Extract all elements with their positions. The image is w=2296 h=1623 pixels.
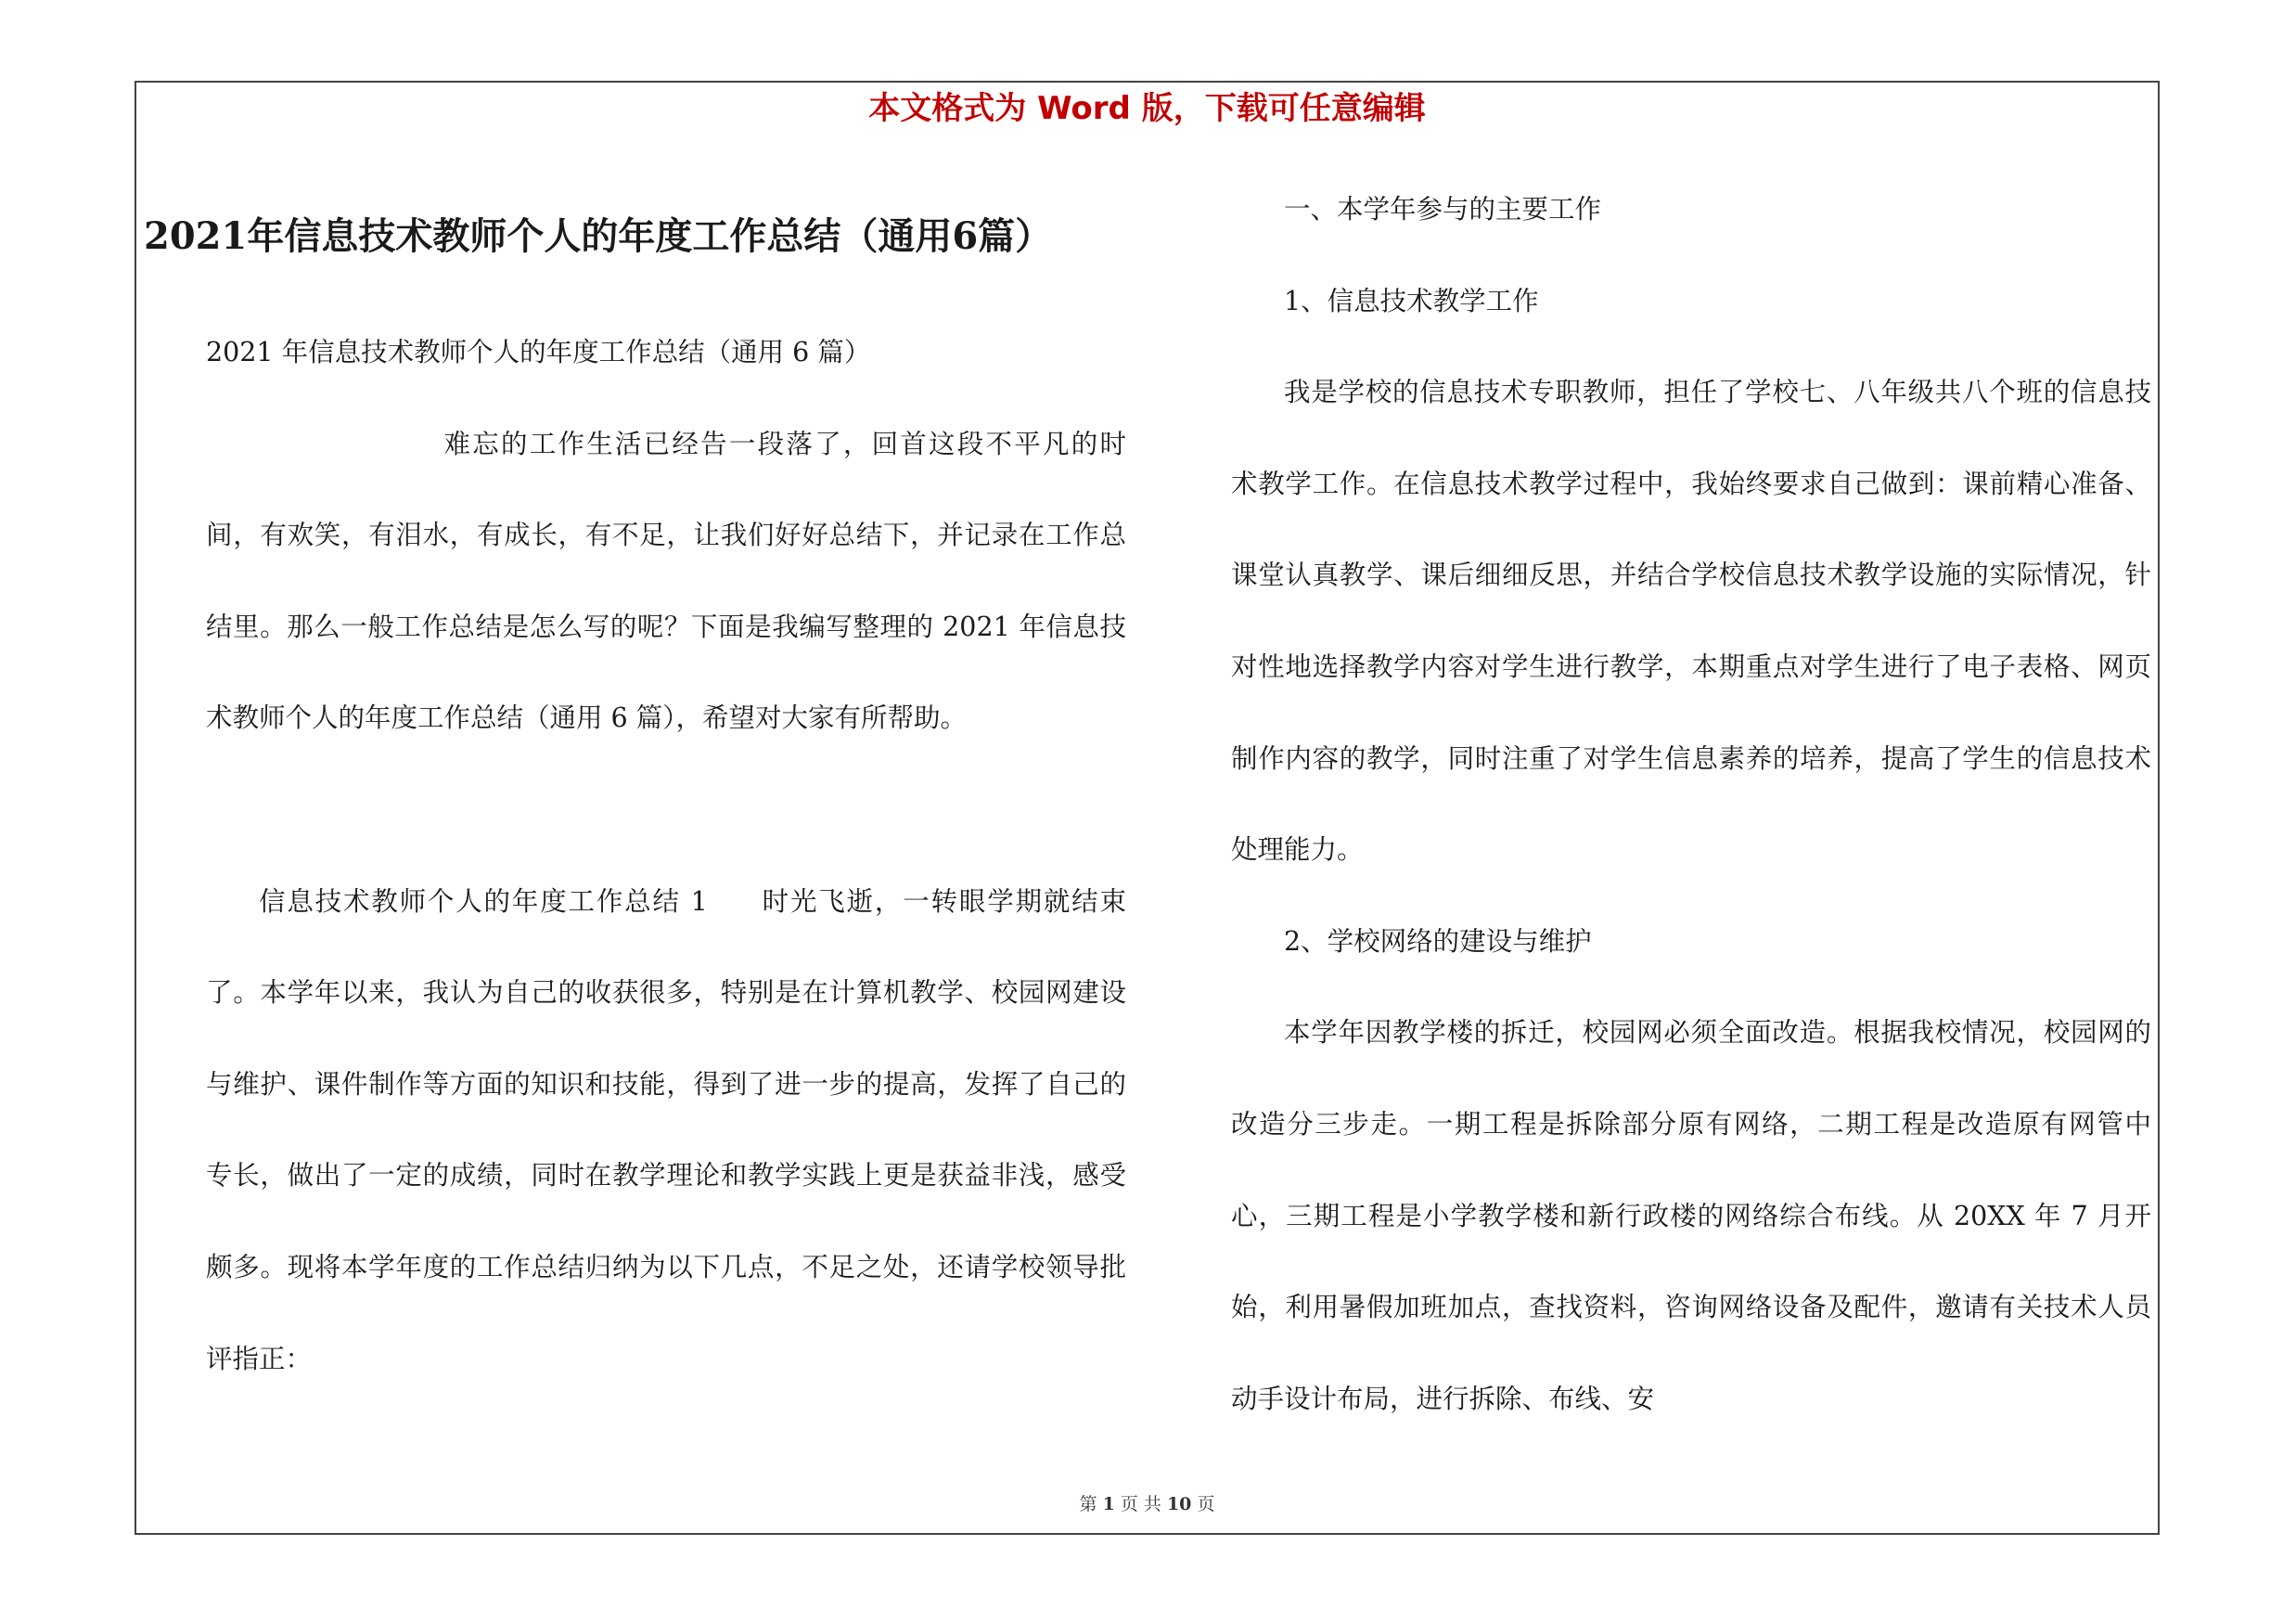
- footer-suffix: 页: [1197, 1494, 1215, 1514]
- document-title: 2021年信息技术教师个人的年度工作总结（通用6篇）: [144, 214, 1053, 258]
- format-banner: [135, 85, 2160, 132]
- intro-paragraph: 难忘的工作生活已经告一段落了，回首这段不平凡的时间，有欢笑，有泪水，有成长，有不足，让我们好好总结下，并记录在工作总结里。那么一般工作总结是怎么写的呢？下面是我编写整理的 2021 年信息技术教师个人的年度工作总结（通用 6 篇），希望对大家有所帮助。: [206, 428, 1126, 734]
- section-heading-1: 一、本学年参与的主要工作: [1284, 194, 1602, 225]
- paragraph-network: 本学年因教学楼的拆迁，校园网必须全面改造。根据我校情况，校园网的改造分三步走。一期工程是拆除部分原有网络，二期工程是改造原有网管中心，三期工程是小学教学楼和新行政楼的网络综合布线。从 20XX 年 7 月开始，利用暑假加班加点，查找资料，咨询网络设备及配件，邀请有关技术人员动手设计布局，进行拆除、布线、安: [1231, 1017, 2151, 1414]
- blank-line: [206, 765, 1126, 857]
- footer-prefix: 第: [1079, 1494, 1097, 1514]
- page-footer: [135, 1490, 2160, 1518]
- subsection-heading-2: 2、学校网络的建设与维护: [1284, 925, 1592, 957]
- footer-page-number: 1: [1102, 1494, 1115, 1514]
- article-heading: 信息技术教师个人的年度工作总结 1: [259, 885, 708, 917]
- subtitle: 2021 年信息技术教师个人的年度工作总结（通用 6 篇）: [206, 337, 871, 367]
- article-paragraph: [206, 857, 1126, 1406]
- left-column: [206, 307, 1126, 1405]
- footer-total-pages: 10: [1166, 1494, 1192, 1514]
- format-banner-text: 本文格式为 Word 版，下载可任意编辑: [868, 90, 1426, 127]
- right-column: [1231, 164, 2151, 1445]
- article-body: 时光飞逝，一转眼学期就结束了。本学年以来，我认为自己的收获很多，特别是在计算机教学、校园网建设与维护、课件制作等方面的知识和技能，得到了进一步的提高，发挥了自己的专长，做出了一定的成绩，同时在教学理论和教学实践上更是获益非浅，感受颇多。现将本学年度的工作总结归纳为以下几点，不足之处，还请学校领导批评指正：: [206, 885, 1126, 1374]
- footer-middle: 页 共: [1120, 1494, 1161, 1514]
- subsection-heading-1: 1、信息技术教学工作: [1284, 285, 1539, 316]
- paragraph-teaching: 我是学校的信息技术专职教师，担任了学校七、八年级共八个班的信息技术教学工作。在信息技术教学过程中，我始终要求自己做到：课前精心准备、课堂认真教学、课后细细反思，并结合学校信息技术教学设施的实际情况，针对性地选择教学内容对学生进行教学，本期重点对学生进行了电子表格、网页制作内容的教学，同时注重了对学生信息素养的培养，提高了学生的信息技术处理能力。: [1231, 377, 2151, 866]
